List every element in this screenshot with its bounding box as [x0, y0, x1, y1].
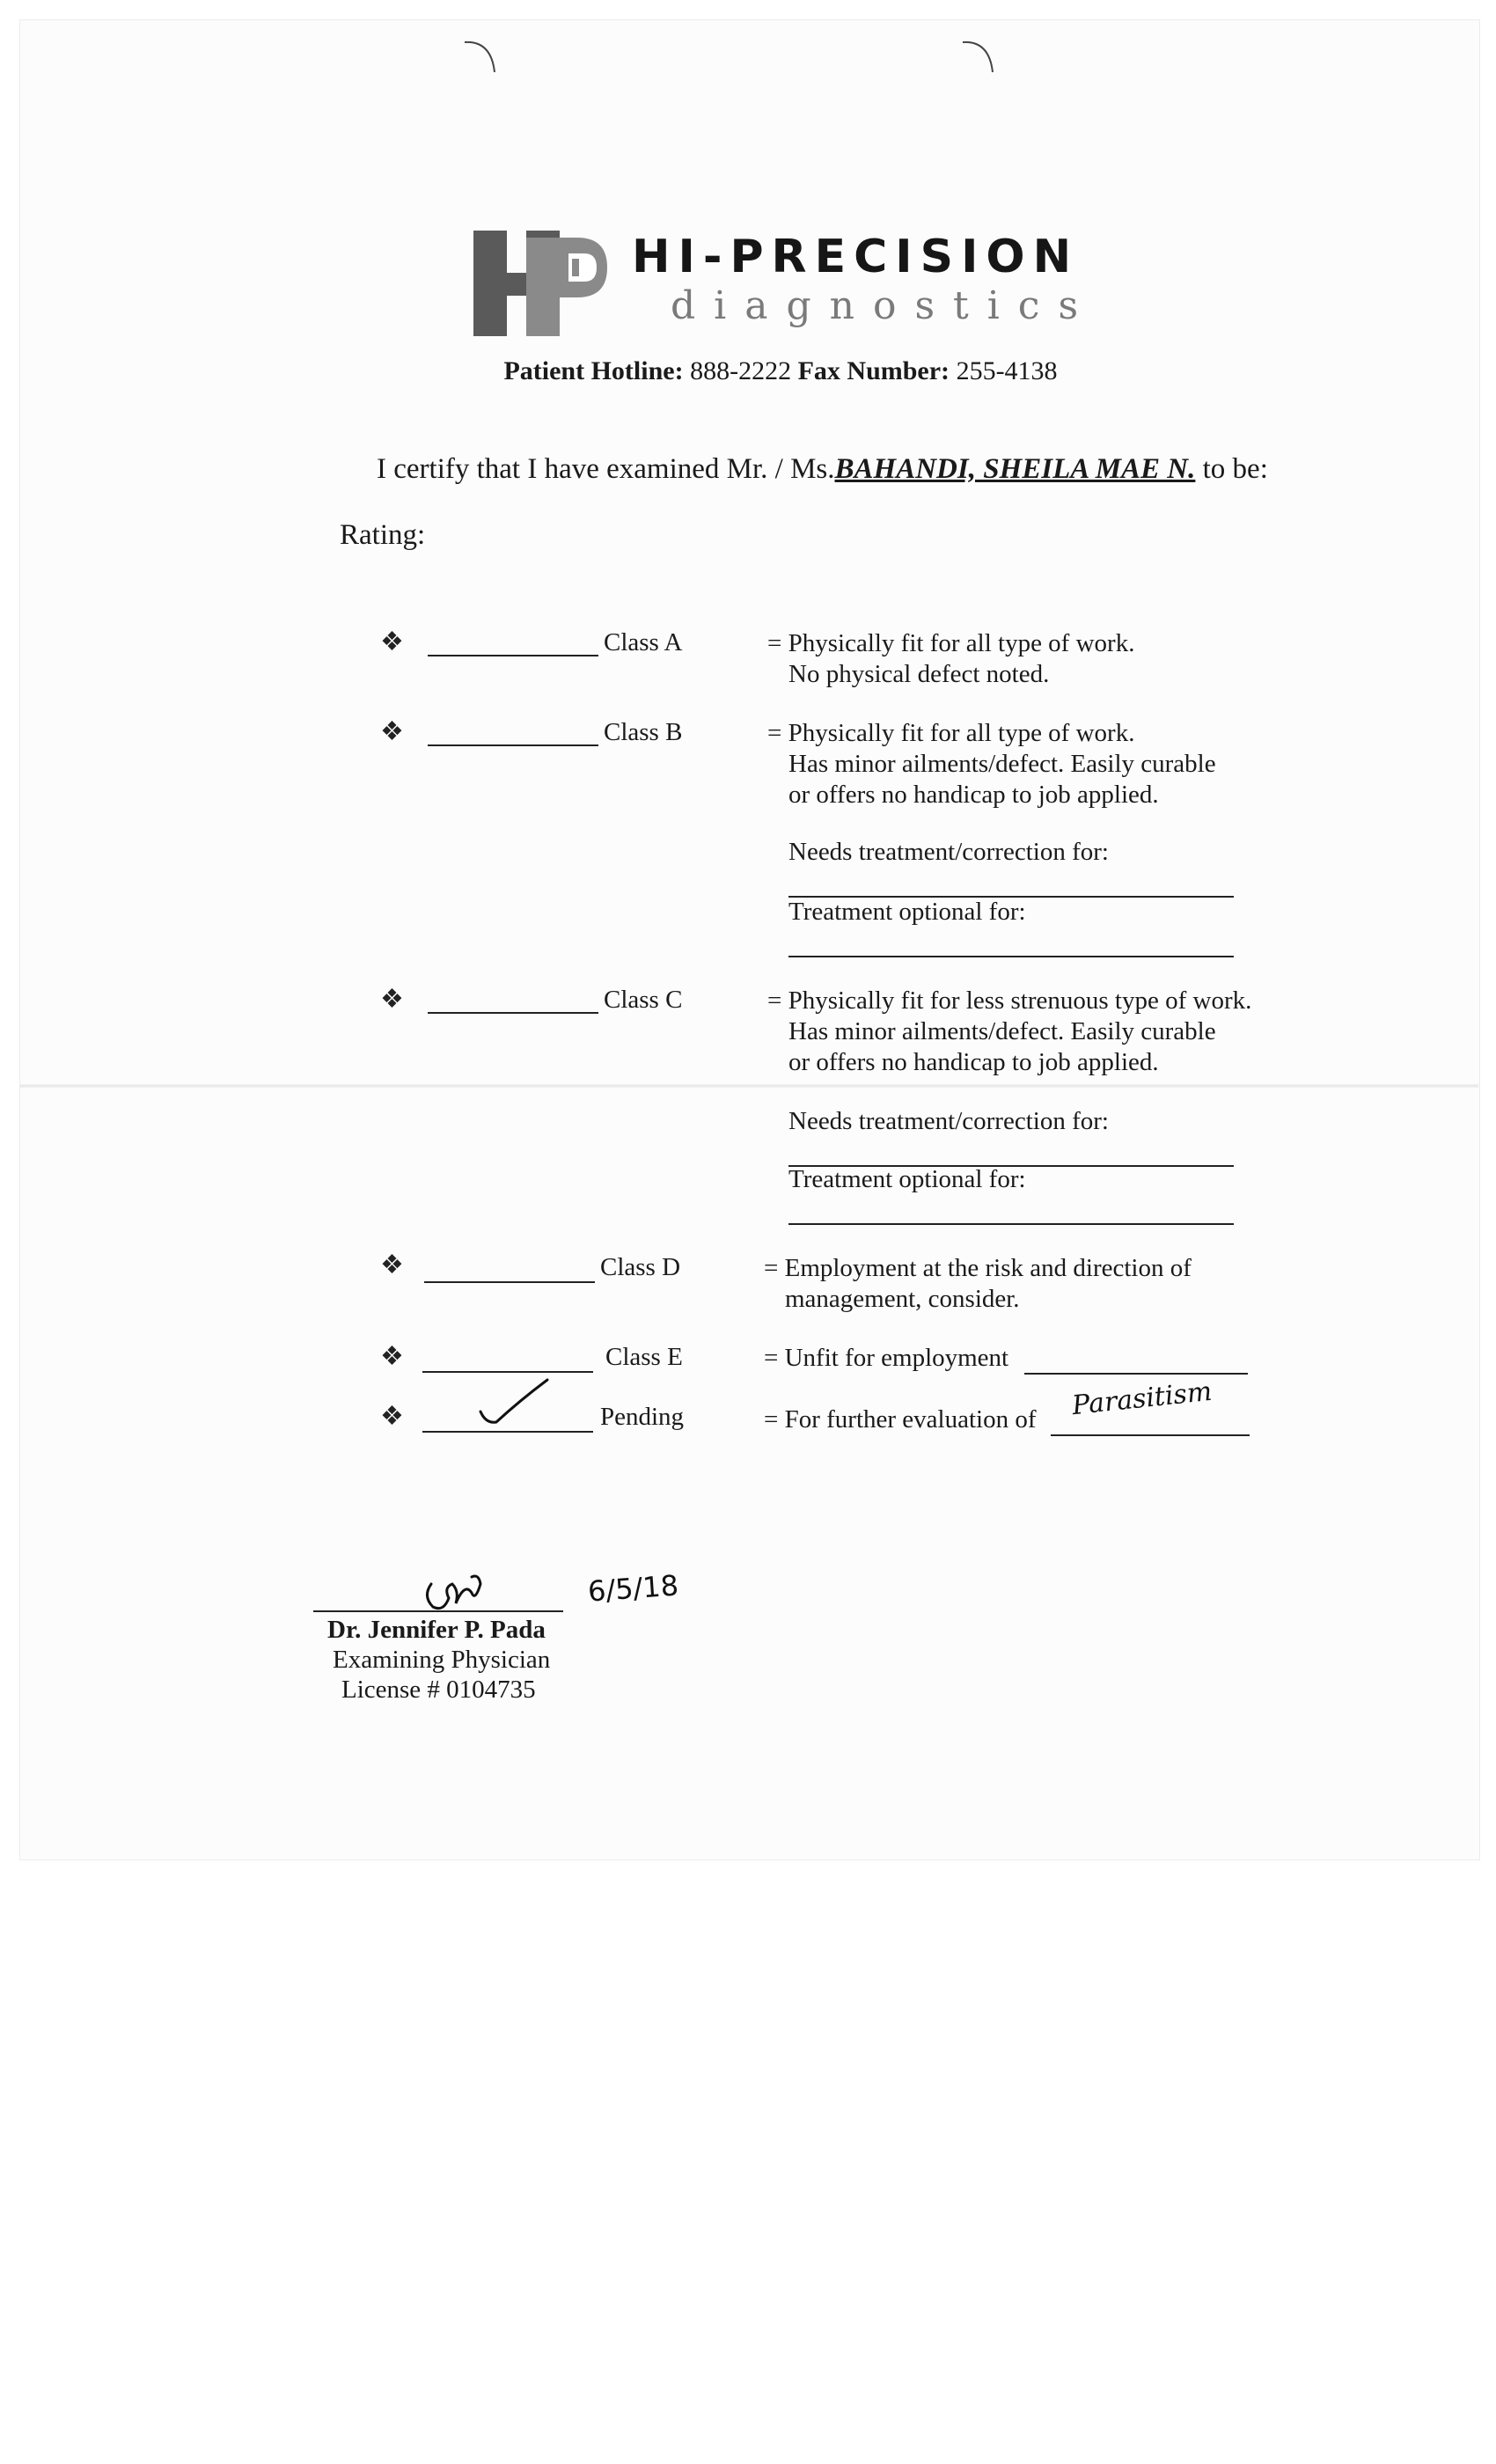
brand-name: HI-PRECISION — [632, 231, 1080, 283]
class-a-checkbox-line[interactable] — [428, 655, 598, 656]
class-d-label: Class D — [600, 1253, 681, 1281]
certify-suffix: to be: — [1202, 453, 1268, 485]
class-b-line: = Physically fit for all type of work. — [767, 719, 1135, 747]
class-c-optional-field[interactable] — [788, 1223, 1234, 1225]
punch-hole-mark — [957, 37, 998, 77]
signature-line — [313, 1610, 563, 1612]
brand-subtitle: diagnostics — [671, 283, 1097, 328]
class-c-line: = Physically fit for less strenuous type of work. — [767, 986, 1252, 1015]
fax-number: 255-4138 — [956, 356, 1058, 385]
class-b-line: Has minor ailments/defect. Easily curable — [788, 750, 1216, 778]
checkmark-icon — [473, 1373, 553, 1434]
class-b-optional-field[interactable] — [788, 956, 1234, 957]
diamond-bullet-icon: ❖ — [380, 985, 404, 1014]
diamond-bullet-icon: ❖ — [380, 1402, 404, 1431]
class-c-checkbox-line[interactable] — [428, 1012, 598, 1014]
pending-evaluation-field[interactable] — [1051, 1434, 1250, 1436]
pending-description: = For further evaluation of — [764, 1405, 1037, 1434]
class-c-optional-label: Treatment optional for: — [788, 1165, 1026, 1193]
class-e-label: Class E — [605, 1343, 683, 1371]
class-d-line: = Employment at the risk and direction of — [764, 1254, 1192, 1282]
handwritten-date: 6/5/18 — [586, 1568, 680, 1609]
class-b-line: or offers no handicap to job applied. — [788, 781, 1159, 809]
contact-line — [0, 356, 1496, 386]
class-b-label: Class B — [604, 718, 683, 746]
patient-name: BAHANDI, SHEILA MAE N. — [834, 453, 1196, 485]
diamond-bullet-icon: ❖ — [380, 627, 404, 656]
class-a-line: = Physically fit for all type of work. — [767, 629, 1135, 657]
doctor-title: Examining Physician — [333, 1646, 551, 1674]
class-d-description — [764, 1253, 1192, 1315]
doctor-license: License # 0104735 — [341, 1676, 536, 1704]
class-a-label: Class A — [604, 628, 683, 656]
class-b-description — [767, 718, 1216, 810]
class-c-description — [767, 986, 1251, 1078]
paper-fold — [19, 1084, 1478, 1088]
class-d-line: management, consider. — [785, 1285, 1020, 1313]
hotline-number: 888-2222 — [690, 356, 792, 385]
class-b-needs-label: Needs treatment/correction for: — [788, 838, 1109, 866]
certification-statement — [377, 453, 1268, 486]
diamond-bullet-icon: ❖ — [380, 717, 404, 746]
class-b-checkbox-line[interactable] — [428, 744, 598, 746]
class-a-line: No physical defect noted. — [788, 660, 1050, 688]
pending-label: Pending — [600, 1403, 685, 1431]
certify-prefix: I certify that I have examined Mr. / Ms. — [377, 453, 835, 485]
rating-label: Rating: — [340, 519, 426, 551]
diamond-bullet-icon: ❖ — [380, 1342, 404, 1371]
class-d-checkbox-line[interactable] — [424, 1281, 595, 1283]
fax-label: Fax Number: — [797, 356, 950, 385]
handwritten-evaluation: Parasitism — [1070, 1375, 1214, 1422]
doctor-name: Dr. Jennifer P. Pada — [327, 1616, 546, 1644]
class-a-description — [767, 628, 1134, 690]
class-b-optional-label: Treatment optional for: — [788, 898, 1026, 926]
class-e-reason-field[interactable] — [1024, 1373, 1248, 1375]
class-c-line: or offers no handicap to job applied. — [788, 1048, 1159, 1076]
class-c-needs-label: Needs treatment/correction for: — [788, 1107, 1109, 1135]
diamond-bullet-icon: ❖ — [380, 1250, 404, 1280]
class-e-description: = Unfit for employment — [764, 1344, 1009, 1372]
hp-logo-icon — [473, 231, 610, 336]
class-c-label: Class C — [604, 986, 683, 1014]
hotline-label: Patient Hotline: — [503, 356, 684, 385]
punch-hole-mark — [459, 37, 500, 77]
class-c-line: Has minor ailments/defect. Easily curable — [788, 1017, 1216, 1045]
